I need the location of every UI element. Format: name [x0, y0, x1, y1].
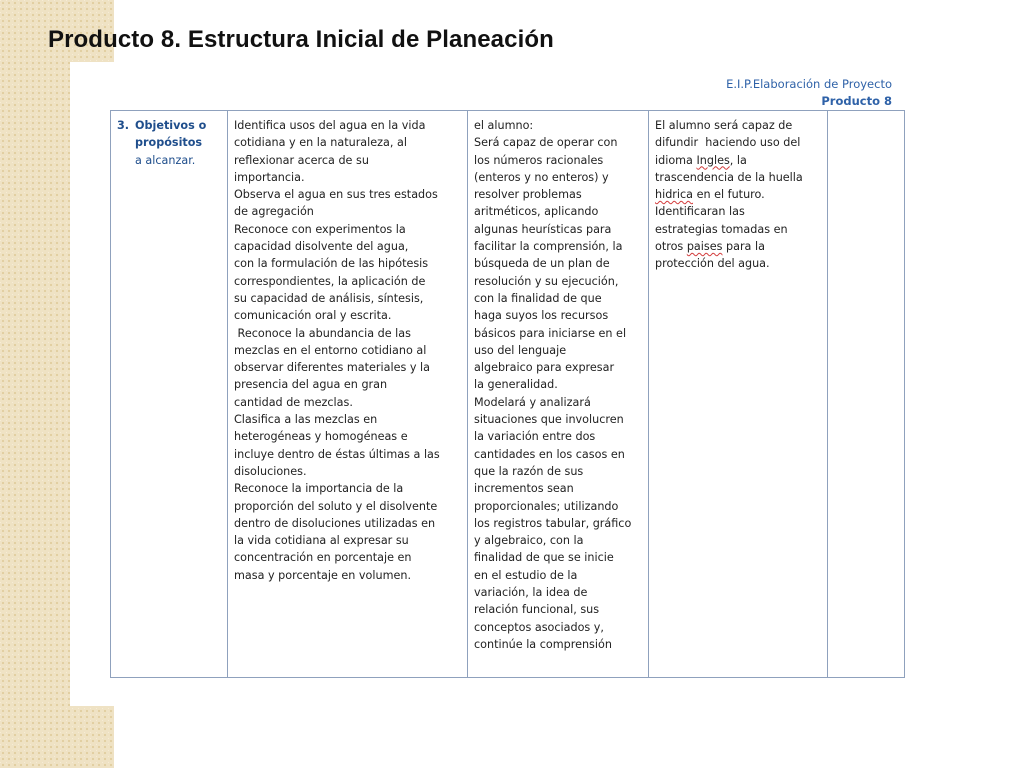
text-line: masa y porcentaje en volumen. — [234, 568, 412, 582]
text-line: búsqueda de un plan de — [474, 257, 610, 271]
text-line: algebraico para expresar — [474, 361, 615, 375]
slide-title: Producto 8. Estructura Inicial de Planeación — [48, 26, 554, 53]
text-line: Será capaz de operar con — [474, 136, 618, 150]
text-line: correspondientes, la aplicación de — [234, 274, 426, 288]
text-line: facilitar la comprensión, la — [474, 240, 623, 254]
text-line: protección del agua. — [655, 257, 770, 271]
spelling-error-mark: hidrica — [655, 188, 694, 202]
text-line: finalidad de que se inicie — [474, 551, 614, 565]
objective-number: 3. — [117, 119, 130, 132]
text-line: Reconoce la importancia de la — [234, 482, 404, 496]
text-line: mezclas en el entorno cotidiano al — [234, 343, 427, 357]
document-image — [70, 62, 923, 706]
math-outcomes-cell — [468, 111, 649, 678]
text-line: variación, la idea de — [474, 586, 588, 600]
empty-cell — [828, 111, 905, 678]
text-line: la vida cotidiana al expresar su — [234, 534, 409, 548]
text-line: El alumno será capaz de — [655, 119, 793, 132]
text-line: el alumno: — [474, 119, 534, 132]
text-line: trascendencia de la huella — [655, 170, 803, 184]
text-line: Reconoce con experimentos la — [234, 222, 406, 236]
text-line: dentro de disoluciones utilizadas en — [234, 516, 436, 530]
text-line: la generalidad. — [474, 378, 558, 392]
text-line: incluye dentro de éstas últimas a las — [234, 447, 440, 461]
text-line: presencia del agua en gran — [234, 378, 388, 392]
text-line: concentración en porcentaje en — [234, 551, 412, 565]
objective-cell — [111, 111, 228, 678]
text-line: relación funcional, sus — [474, 603, 600, 617]
text-line: con la formulación de las hipótesis — [234, 257, 429, 271]
objective-title-line: Objetivos o — [135, 119, 207, 132]
text-line: que la razón de sus — [474, 464, 584, 478]
text-line: disoluciones. — [234, 464, 307, 478]
header-product-label: Producto 8 — [821, 94, 892, 108]
text-line: y algebraico, con la — [474, 534, 584, 548]
text-line: los números racionales — [474, 153, 604, 167]
text-line: los registros tabular, gráfico — [474, 516, 632, 530]
text-line: difundir haciendo uso del — [655, 136, 801, 150]
text-line: la variación entre dos — [474, 430, 596, 444]
text-line: continúe la comprensión — [474, 637, 612, 651]
text-line: haga suyos los recursos — [474, 309, 609, 323]
text-line: Identificaran las — [655, 205, 745, 219]
text-line: estrategias tomadas en — [655, 222, 788, 236]
text-line: cantidad de mezclas. — [234, 395, 353, 409]
text-line: uso del lenguaje — [474, 343, 567, 357]
text-line: resolución y su ejecución, — [474, 274, 619, 288]
header-project-label: E.I.P.Elaboración de Proyecto — [726, 77, 892, 91]
text-line: su capacidad de análisis, síntesis, — [234, 291, 424, 305]
text-line: Modelará y analizará — [474, 395, 591, 409]
text-line: (enteros y no enteros) y — [474, 170, 609, 184]
english-outcomes-cell — [649, 111, 828, 678]
objective-title-line: a alcanzar. — [135, 153, 196, 167]
text-line: cotidiana y en la naturaleza, al — [234, 136, 407, 150]
learning-outcomes-cell — [228, 111, 468, 678]
text-line: idioma Ingles, la — [655, 153, 747, 167]
text-line: proporción del soluto y el disolvente — [234, 499, 438, 513]
text-line: con la finalidad de que — [474, 291, 602, 305]
text-line: de agregación — [234, 205, 314, 219]
text-line: capacidad disolvente del agua, — [234, 240, 409, 254]
text-line: básicos para iniciarse en el — [474, 326, 627, 340]
text-line: cantidades en los casos en — [474, 447, 625, 461]
text-line: observar diferentes materiales y la — [234, 361, 431, 375]
spelling-error-mark: Ingles — [696, 153, 730, 167]
text-line: aritméticos, aplicando — [474, 205, 599, 219]
spelling-error-mark: paises — [686, 240, 723, 254]
text-line: Reconoce la abundancia de las — [234, 326, 411, 340]
planning-table — [110, 110, 905, 678]
text-line: otros paises para la — [655, 240, 765, 254]
objective-title-line: propósitos — [135, 136, 203, 150]
text-line: comunicación oral y escrita. — [234, 309, 392, 323]
text-line: Clasifica a las mezclas en — [234, 413, 378, 427]
text-line: situaciones que involucren — [474, 413, 624, 427]
text-line: conceptos asociados y, — [474, 620, 604, 634]
text-line: hidrica en el futuro. — [655, 188, 765, 202]
text-line: heterogéneas y homogéneas e — [234, 430, 408, 444]
text-line: en el estudio de la — [474, 568, 578, 582]
text-line: reflexionar acerca de su — [234, 153, 369, 167]
text-line: algunas heurísticas para — [474, 222, 612, 236]
text-line: resolver problemas — [474, 188, 582, 202]
text-line: Observa el agua en sus tres estados — [234, 188, 438, 202]
table-row — [111, 111, 905, 678]
text-line: Identifica usos del agua en la vida — [234, 119, 426, 132]
text-line: incrementos sean — [474, 482, 574, 496]
document-header — [726, 76, 892, 110]
text-line: proporcionales; utilizando — [474, 499, 619, 513]
text-line: importancia. — [234, 170, 305, 184]
